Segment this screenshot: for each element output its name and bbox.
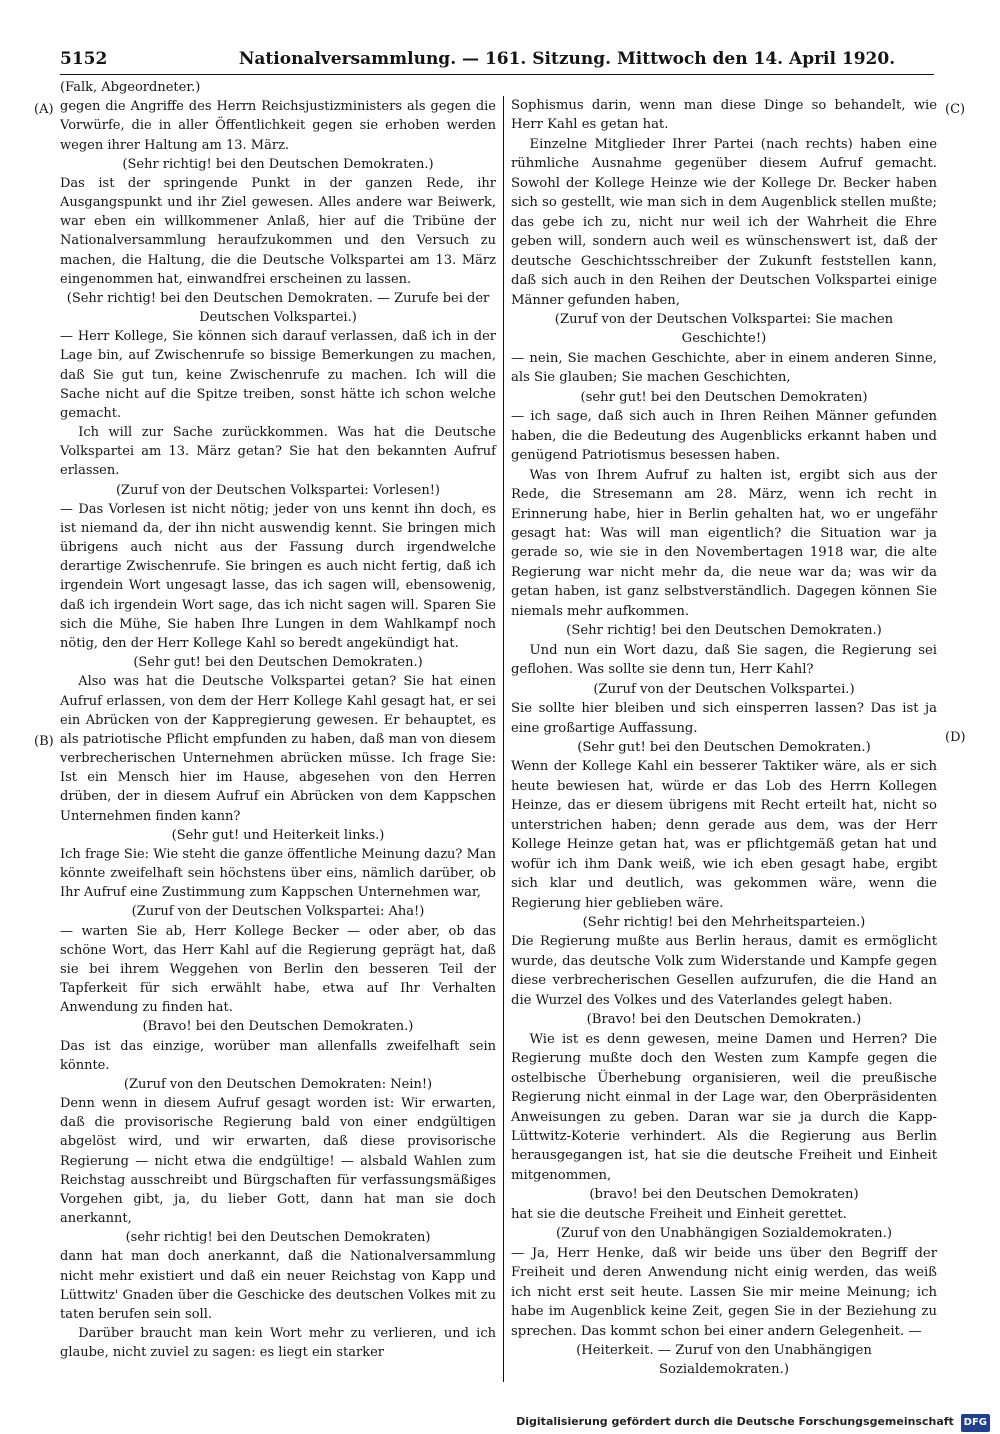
page-number: 5152 — [60, 49, 108, 69]
paragraph: (Falk, Abgeordneter.) — [60, 80, 201, 95]
paragraph: gegen die Angriffe des Herrn Reichsjustizministers als gegen die Vorwürfe, die in aller Öffentlichkeit gegen sie erhoben werden wegen ihrer Haltung am 13. März. — [60, 99, 496, 153]
interjection: (Zuruf von den Unabhängigen Sozialdemokraten.) — [555, 1226, 893, 1242]
interjection: (bravo! bei den Deutschen Demokraten) — [589, 1187, 859, 1203]
interjection: (Sehr gut! bei den Deutschen Demokraten.) — [577, 739, 871, 755]
paragraph: Also was hat die Deutsche Volkspartei getan? Sie hat einen Aufruf erlassen, von dem der Herr Kollege Kahl gesagt hat, er sei ein Abrücken von der Kappregierung gewesen. Er behauptet, es als patriotische Pflicht empfunden zu haben, daß man von diesem verbrecherischen Unternehmen abrücken müsse. Ich frage Sie: Ist ein Mensch hier im Hause, abgesehen von den Herren drüben, der in diesem Aufruf ein Abrücken von dem Kappschen Unternehmen finden kann? — [60, 674, 496, 824]
paragraph: — warten Sie ab, Herr Kollege Becker — oder aber, ob das schöne Wort, das Herr Kahl auf die Regierung geprägt hat, daß sie bei ihrem Weggehen von Berlin den besseren Teil der Tapferkeit für sich erwählt habe, etwa auf Ihr Verhalten Anwendung zu finden hat. — [60, 923, 496, 1016]
paragraph: Wie ist es denn gewesen, meine Damen und Herren? Die Regierung mußte doch den Westen zum Kampfe gegen die ostelbische Überhebung organisieren, weil die preußische Regierung nicht einmal in der Lage war, den Oberpräsidenten Anweisungen zu geben. Daran war sie ja durch die Kapp-Lüttwitz-Koterie verhindert. Als die Regierung aus Berlin herausgegangen ist, hat sie die deutsche Freiheit und Einheit mitgenommen, — [511, 1031, 937, 1183]
paragraph: Was von Ihrem Aufruf zu halten ist, ergibt sich aus der Rede, die Stresemann am 28. März, wenn ich recht in Erinnerung habe, hier in Berlin gehalten hat, wo er ungefähr gesagt hat: Was will man eigentlich? die Situation war ja gerade so, wie sie in den Novembertagen 1918 war, die alte Regierung war nicht mehr da, die neue war da; was wir da getan haben, ist ganz selbstverständlich. Dagegen können Sie niemals mehr aufkommen. — [511, 467, 937, 619]
paragraph: Sie sollte hier bleiben und sich einsperren lassen? Das ist ja eine großartige Auffassung. — [511, 701, 937, 736]
paragraph: hat sie die deutsche Freiheit und Einheit gerettet. — [511, 1206, 847, 1222]
interjection: (Zuruf von der Deutschen Volkspartei: Sie machen Geschichte!) — [554, 311, 894, 347]
margin-mark-b: (B) — [34, 734, 54, 749]
margin-mark-d: (D) — [945, 730, 966, 745]
paragraph: dann hat man doch anerkannt, daß die Nationalversammlung nicht mehr existiert und daß ein neuer Reichstag von Kapp und Lüttwitz' Gnaden über die Geschicke des deutschen Volkes mit zu taten berufen sein soll. — [60, 1249, 496, 1322]
interjection: (Sehr gut! bei den Deutschen Demokraten.) — [133, 655, 423, 671]
margin-mark-a: (A) — [34, 102, 54, 117]
interjection: (Heiterkeit. — Zuruf von den Unabhängigen Sozialdemokraten.) — [576, 1343, 872, 1378]
paragraph: Das ist der springende Punkt in der ganzen Rede, ihr Ausgangspunkt und ihr Ziel gewesen. Alles andere war Beiwerk, war eben ein willkommener Anlaß, hier auf die Tribüne der Nationalversammlung heraufzukommen und den Versuch zu machen, die Haltung, die die Deutsche Volkspartei am 13. März eingenommen hat, einwandfrei erscheinen zu lassen. — [60, 175, 496, 287]
interjection: (Zuruf von der Deutschen Volkspartei: Vorlesen!) — [115, 482, 440, 498]
paragraph: Ich frage Sie: Wie steht die ganze öffentliche Meinung dazu? Man könnte zweifelhaft sein höchstens über eins, nämlich darüber, ob Ihr Aufruf eine Zustimmung zum Kappschen Unternehmen war, — [60, 846, 496, 901]
paragraph: Darüber braucht man kein Wort mehr zu verlieren, und ich glaube, nicht zuviel zu sagen: es liegt ein starker — [60, 1326, 496, 1361]
interjection: (Zuruf von den Deutschen Demokraten: Nein!) — [123, 1076, 433, 1092]
interjection: (Sehr richtig! bei den Deutschen Demokraten.) — [122, 156, 434, 172]
paragraph: Ich will zur Sache zurückkommen. Was hat die Deutsche Volkspartei am 13. März getan? Sie hat den bekannten Aufruf erlassen. — [60, 425, 496, 479]
column-divider — [503, 96, 504, 1382]
interjection: (Zuruf von der Deutschen Volkspartei.) — [593, 681, 855, 697]
interjection: (Sehr richtig! bei den Deutschen Demokraten. — Zurufe bei der Deutschen Volkspartei.) — [66, 290, 490, 326]
paragraph: Einzelne Mitglieder Ihrer Partei (nach rechts) haben eine rühmliche Ausnahme gegenüber diesem Aufruf gemacht. Sowohl der Kollege Heinze wie der Kollege Dr. Becker haben sich so gestellt, wie man sich in dem Augenblick stellen mußte; das gebe ich zu, nicht nur weil ich der Wahrheit die Ehre geben will, sondern auch weil es wünschenswert ist, daß der deutsche Geschichtsschreiber der Zukunft feststellen kann, daß sich auch in den Reihen der Deutschen Volkspartei einige Männer gefunden haben, — [511, 136, 937, 308]
paragraph: — nein, Sie machen Geschichte, aber in einem anderen Sinne, als Sie glauben; Sie machen Geschichten, — [511, 350, 937, 386]
paragraph: Die Regierung mußte aus Berlin heraus, damit es ermöglicht wurde, das deutsche Volk zum Widerstande und Kampfe gegen diese verbrecherischen Gesellen aufzurufen, die die Hand an die Wurzel des Volkes und des Vaterlandes gelegt haben. — [511, 934, 937, 1008]
interjection: (Sehr richtig! bei den Mehrheitsparteien.) — [582, 915, 866, 931]
paragraph: — ich sage, daß sich auch in Ihren Reihen Männer gefunden haben, die die Bedeutung des Augenblicks erkannt haben und genügend Patriotismus besessen haben. — [511, 409, 937, 464]
right-text-column — [511, 96, 937, 1380]
paragraph: — Herr Kollege, Sie können sich darauf verlassen, daß ich in der Lage bin, auf Zwischenrufe so bissige Bemerkungen zu machen, daß Sie gut tun, keine Zwischenrufe zu machen. Ich will die Sache nicht auf die Spitze treiben, sonst hätte ich schon welche gemacht. — [60, 329, 496, 421]
paragraph: Und nun ein Wort dazu, daß Sie sagen, die Regierung sei geflohen. Was sollte sie denn tun, Herr Kahl? — [511, 642, 937, 678]
running-title: Nationalversammlung. — 161. Sitzung. Mittwoch den 14. April 1920. — [238, 49, 896, 69]
interjection: (Sehr richtig! bei den Deutschen Demokraten.) — [566, 623, 882, 639]
interjection: (Bravo! bei den Deutschen Demokraten.) — [586, 1012, 862, 1028]
paragraph: — Das Vorlesen ist nicht nötig; jeder von uns kennt ihn doch, es ist niemand da, der ihn nicht auswendig kennt. Sie bringen mich übrigens auch nicht aus der Fassung durch irgendwelche derartige Zwischenrufe. Sie bringen es auch nicht fertig, daß ich irgendein Wort ungesagt lasse, das ich sagen will, ebensowenig, daß ich irgendein Wort sage, das ich nicht sagen will. Sparen Sie sich die Mühe, Sie haben Ihre Lungen in dem Wahlkampf noch nötig, den der Herr Kollege Kahl so beredt angekündigt hat. — [60, 501, 496, 651]
paragraph: Das ist das einzige, worüber man allenfalls zweifelhaft sein könnte. — [60, 1038, 496, 1073]
page-header — [60, 46, 934, 72]
footer-text: Digitalisierung gefördert durch die Deutsche Forschungsgemeinschaft — [516, 1415, 954, 1428]
interjection: (Zuruf von der Deutschen Volkspartei: Aha!) — [131, 904, 425, 920]
interjection: (Bravo! bei den Deutschen Demokraten.) — [142, 1019, 414, 1035]
interjection: (sehr richtig! bei den Deutschen Demokraten) — [125, 1230, 431, 1246]
margin-mark-c: (C) — [945, 102, 966, 117]
paragraph: Wenn der Kollege Kahl ein besserer Taktiker wäre, als er sich heute bewiesen hat, würde er das Lob des Herrn Kollegen Heinze, das er diesem übrigens mit Recht erteilt hat, nicht so unterstrichen haben; denn gerade aus dem, was der Herr Kollege Heinze getan hat, was er pflichtgemäß getan hat und wofür ich ihm Dank weiß, wie ich eben gesagt habe, ergibt sich klar und deutlich, was gekommen wäre, wenn die Regierung hier geblieben wäre. — [511, 759, 937, 911]
interjection: (sehr gut! bei den Deutschen Demokraten) — [580, 389, 868, 405]
dfg-logo: DFG — [961, 1414, 990, 1432]
interjection: (Sehr gut! und Heiterkeit links.) — [171, 827, 385, 843]
left-text-column — [60, 78, 496, 1363]
footer-credit — [516, 1413, 990, 1431]
header-rule — [60, 74, 934, 75]
paragraph: Sophismus darin, wenn man diese Dinge so behandelt, wie Herr Kahl es getan hat. — [511, 98, 937, 133]
paragraph: Denn wenn in diesem Aufruf gesagt worden ist: Wir erwarten, daß die provisorische Regierung bald von einer endgültigen abgelöst wird, und wir erwarten, daß diese provisorische Regierung — nicht etwa die endgültige! — alsbald Wahlen zum Reichstag ausschreibt und Bürgschaften für verfassungsmäßiges Vorgehen gibt, ja, du lieber Gott, dann hat man sie doch anerkannt, — [60, 1096, 496, 1227]
paragraph: — Ja, Herr Henke, daß wir beide uns über den Begriff der Freiheit und deren Anwendung nicht einig werden, das weiß ich nicht erst seit heute. Lassen Sie mir meine Meinung; ich habe im Augenblick keine Zeit, gegen Sie in der Beziehung zu sprechen. Das kommt schon bei einer andern Gelegenheit. — — [511, 1245, 937, 1339]
